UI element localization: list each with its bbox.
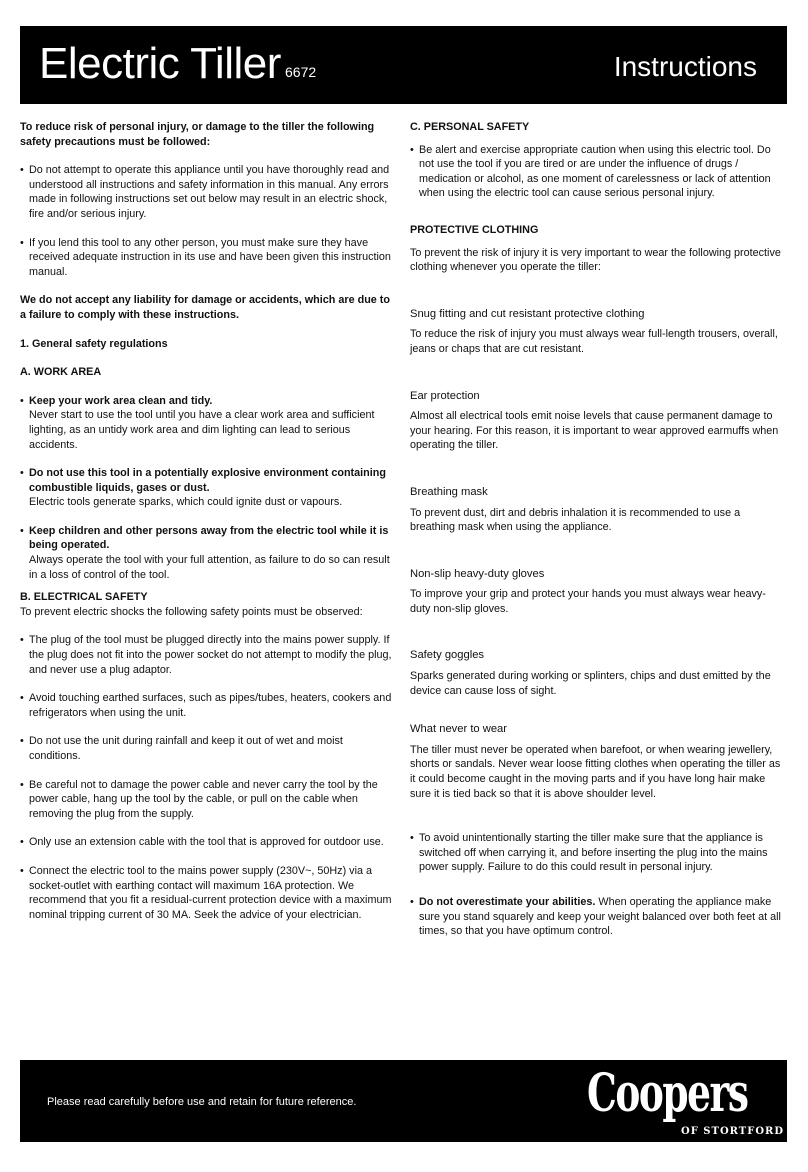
personal-safety-heading: C. PERSONAL SAFETY — [410, 121, 530, 133]
intro-bullet: • Do not attempt to operate this appliance until you have thoroughly read and understood all instructions and safety information in this manual. Any errors made in following instructions set out below may result in an electric shock, fire and/or serious injury. — [20, 163, 396, 221]
right-column — [410, 120, 786, 939]
personal-safety-bullet: • Be alert and exercise appropriate caution when using this electric tool. Do not use the tool if you are tired or are under the influence of drugs / medication or alcohol, as one moment of carelessness or lack of attention when using the electric tool can cause serious personal injury. — [410, 143, 786, 201]
work-area-item-text: Always operate the tool with your full attention, as failure to do so can result in a loss of control of the tool. — [29, 554, 390, 581]
logo-wordmark: Coopers — [587, 1063, 748, 1124]
document-title: Electric Tiller — [39, 39, 281, 88]
clothing-section-text: The tiller must never be operated when barefoot, or when wearing jewellery, shorts or sandals. Never wear loose fitting clothes when operating the tiller as it could become caught in the moving parts and if you have long hair make sure it is tied back so that it is above shoulder level. — [410, 743, 781, 800]
liability-statement: We do not accept any liability for damage or accidents, which are due to a failure to comply with these instructions. — [20, 294, 390, 321]
intro-heading: To reduce risk of personal injury, or damage to the tiller the following safety precautions must be followed: — [20, 121, 375, 148]
clothing-section-text: Almost all electrical tools emit noise levels that cause permanent damage to your hearing. For this reason, it is important to wear approved earmuffs when operating the tiller. — [410, 410, 779, 452]
final-bullet — [410, 895, 786, 939]
clothing-section — [410, 648, 786, 698]
clothing-section-title: Non-slip heavy-duty gloves — [410, 567, 545, 580]
work-area-item-title: • Do not use this tool in a potentially explosive environment containing combustible liquids, gases or dust. — [29, 467, 386, 494]
clothing-section — [410, 722, 786, 801]
footer-note: Please read carefully before use and retain for future reference. — [47, 1096, 357, 1108]
left-column — [20, 120, 396, 922]
final-bullet — [410, 831, 786, 875]
final-bullet-text: To avoid unintentionally starting the tiller make sure that the appliance is switched off when carrying it, and before inserting the plug into the mains power supply. Failure to do this could result in personal injury. — [419, 832, 768, 874]
clothing-section-title: Safety goggles — [410, 649, 485, 662]
electrical-safety-heading: B. ELECTRICAL SAFETY — [20, 591, 148, 604]
general-safety-heading: 1. General safety regulations — [20, 337, 168, 350]
clothing-section-text: To improve your grip and protect your hands you must always wear heavy-duty non-slip gloves. — [410, 588, 766, 615]
protective-clothing-heading: PROTECTIVE CLOTHING — [410, 223, 539, 236]
work-area-item — [20, 466, 396, 510]
footer-banner — [20, 1060, 787, 1142]
protective-clothing-intro: To prevent the risk of injury it is very important to wear the following protective clothing whenever you operate the tiller: — [410, 246, 781, 274]
model-number: 6672 — [285, 64, 317, 80]
work-area-item — [20, 394, 396, 452]
work-area-item-text: Never start to use the tool until you have a clear work area and sufficient lighting, as an untidy work area and dim lighting can lead to serious accidents. — [29, 409, 375, 451]
electrical-bullet: • Do not use the unit during rainfall and keep it out of wet and moist conditions. — [20, 734, 396, 763]
work-area-item-text: Electric tools generate sparks, which could ignite dust or vapours. — [29, 496, 343, 509]
final-bullet-text: When operating the appliance make sure you stand squarely and keep your weight balanced over both feet at all times, so that you have optimum control. — [419, 896, 781, 938]
final-bullet-title: Do not overestimate your abilities. — [419, 896, 596, 908]
clothing-section-title: Snug fitting and cut resistant protective clothing — [410, 307, 645, 320]
clothing-section — [410, 567, 786, 617]
electrical-bullet: • The plug of the tool must be plugged directly into the mains power supply. If the plug does not fit into the power socket do not attempt to modify the plug, and never use a plug adaptor. — [20, 633, 396, 677]
clothing-section-text: Sparks generated during working or splinters, chips and dust emitted by the device can cause loss of sight. — [410, 670, 771, 697]
electrical-bullet: • Connect the electric tool to the mains power supply (230V~, 50Hz) via a socket-outlet with earthing contact will maximum 16A protection. We recommend that you fit a residual-current protection device with a maximum nominal tripping current of 30 MA. Seek the advice of your electrician. — [20, 864, 396, 922]
work-area-heading: A. WORK AREA — [20, 366, 102, 379]
work-area-item — [20, 524, 396, 582]
logo-subtitle: OF STORTFORD — [681, 1126, 785, 1137]
electrical-bullet: • Only use an extension cable with the tool that is approved for outdoor use. — [20, 835, 396, 850]
electrical-bullet: • Be careful not to damage the power cable and never carry the tool by the power cable, hang up the tool by the cable, or pull on the cable when removing the plug from the supply. — [20, 778, 396, 822]
clothing-section-title: Ear protection — [410, 389, 480, 402]
coopers-logo — [587, 1063, 785, 1140]
clothing-section — [410, 485, 786, 535]
electrical-intro: To prevent electric shocks the following safety points must be observed: — [20, 605, 363, 618]
clothing-section — [410, 389, 786, 453]
work-area-item-title: • Keep children and other persons away from the electric tool while it is being operated. — [29, 524, 389, 552]
clothing-section-text: To reduce the risk of injury you must always wear full-length trousers, overall, jeans or chaps that are cut resistant. — [410, 328, 778, 355]
electrical-bullet: • Avoid touching earthed surfaces, such as pipes/tubes, heaters, cookers and refrigerators when using the unit. — [20, 691, 396, 720]
intro-bullet: • If you lend this tool to any other person, you must make sure they have received adequate instruction in its use and have been given this instruction manual. — [20, 236, 396, 280]
clothing-section — [410, 307, 786, 357]
clothing-section-title: Breathing mask — [410, 485, 488, 498]
work-area-item-title: • Keep your work area clean and tidy. — [29, 394, 213, 407]
clothing-section-title: What never to wear — [410, 723, 508, 736]
header-banner — [20, 26, 787, 104]
clothing-section-text: To prevent dust, dirt and debris inhalation it is recommended to use a breathing mask when using the appliance. — [410, 506, 741, 534]
section-label: Instructions — [613, 51, 757, 82]
